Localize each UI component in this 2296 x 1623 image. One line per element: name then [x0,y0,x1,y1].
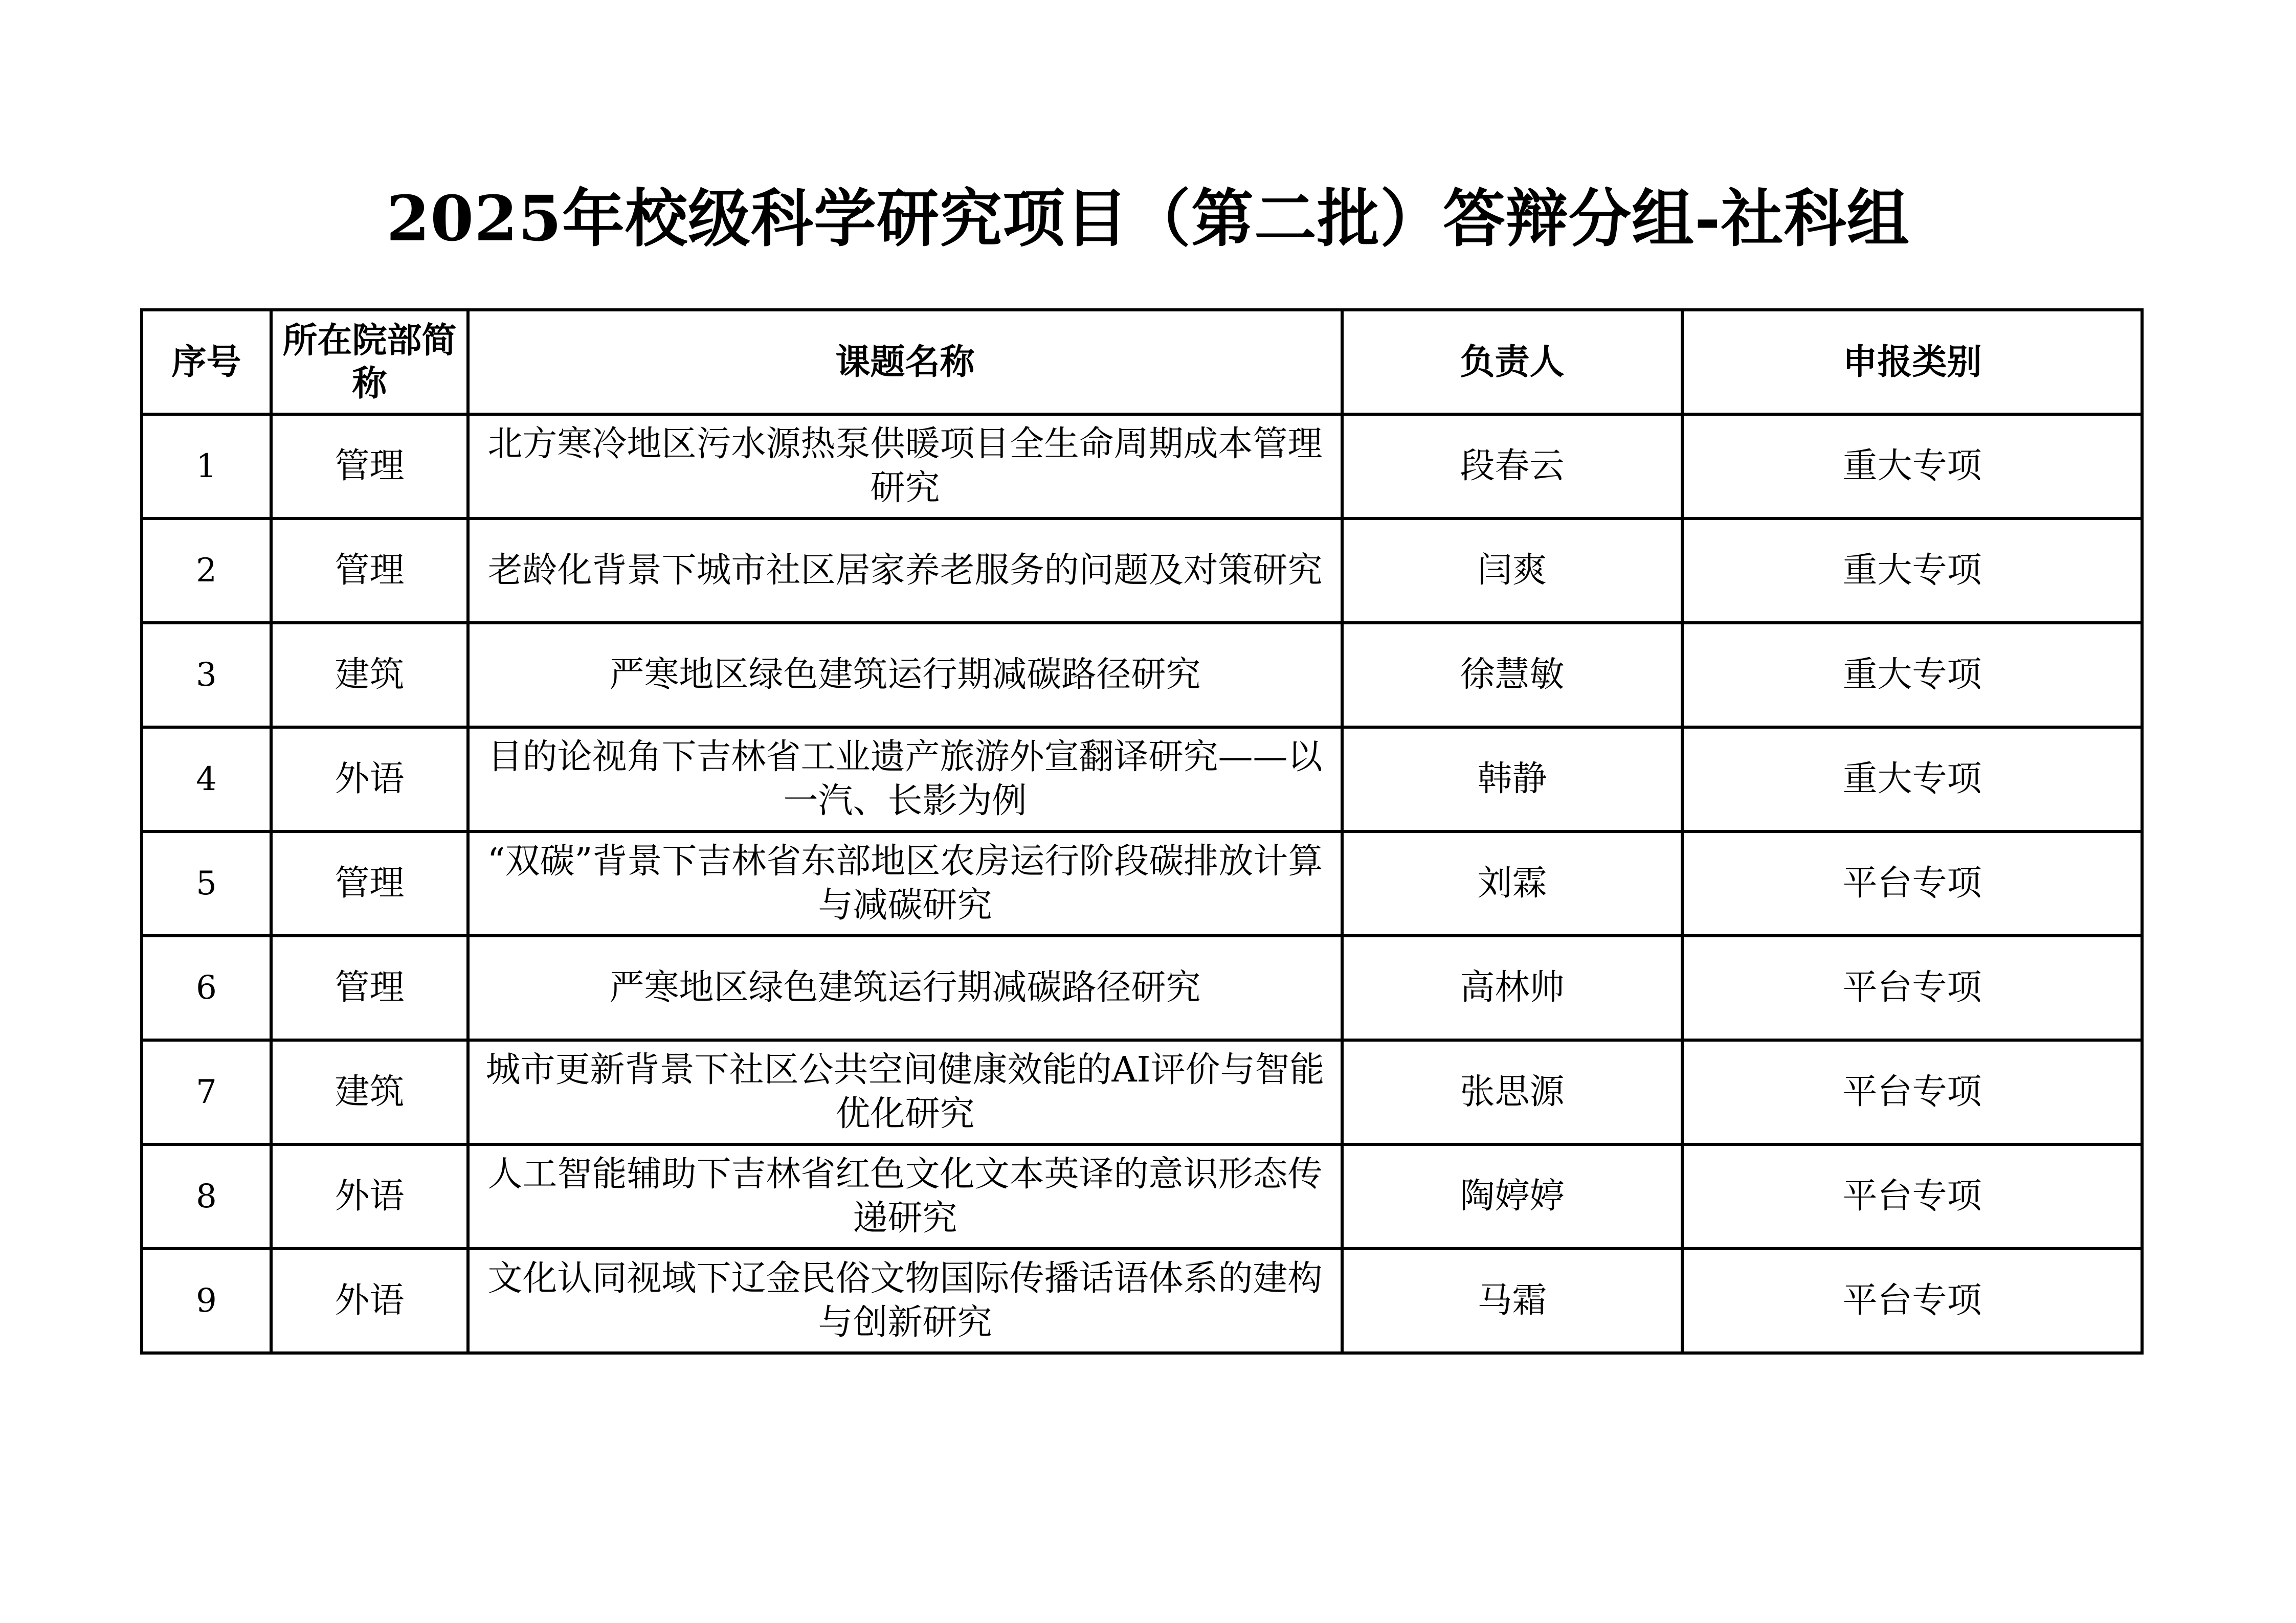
cell-category: 重大专项 [1682,727,2142,831]
table-row [142,936,2142,1040]
table-row [142,414,2142,519]
cell-leader: 闫爽 [1342,519,1682,623]
cell-seq: 2 [142,519,271,623]
cell-seq: 1 [142,414,271,519]
cell-topic: 目的论视角下吉林省工业遗产旅游外宣翻译研究——以一汽、长影为例 [468,727,1342,831]
cell-leader: 高林帅 [1342,936,1682,1040]
cell-dept: 建筑 [271,1040,468,1144]
table-row [142,1144,2142,1249]
cell-leader: 张思源 [1342,1040,1682,1144]
table-row [142,623,2142,727]
cell-category: 平台专项 [1682,1040,2142,1144]
table-row [142,831,2142,936]
header-dept: 所在院部简称 [271,310,468,414]
cell-topic: 北方寒冷地区污水源热泵供暖项目全生命周期成本管理研究 [468,414,1342,519]
header-seq: 序号 [142,310,271,414]
cell-leader: 马霜 [1342,1249,1682,1353]
cell-topic: 城市更新背景下社区公共空间健康效能的AI评价与智能优化研究 [468,1040,1342,1144]
cell-category: 平台专项 [1682,1144,2142,1249]
cell-category: 平台专项 [1682,831,2142,936]
cell-seq: 9 [142,1249,271,1353]
table-row [142,1040,2142,1144]
table-row [142,727,2142,831]
grouping-table [140,308,2144,1355]
cell-category: 平台专项 [1682,1249,2142,1353]
cell-topic: 人工智能辅助下吉林省红色文化文本英译的意识形态传递研究 [468,1144,1342,1249]
cell-seq: 4 [142,727,271,831]
cell-dept: 外语 [271,727,468,831]
cell-leader: 刘霖 [1342,831,1682,936]
table-row [142,1249,2142,1353]
page-title: 2025年校级科学研究项目（第二批）答辩分组-社科组 [386,182,1910,255]
cell-seq: 5 [142,831,271,936]
header-leader: 负责人 [1342,310,1682,414]
cell-dept: 管理 [271,936,468,1040]
cell-dept: 管理 [271,414,468,519]
cell-topic: 严寒地区绿色建筑运行期减碳路径研究 [468,936,1342,1040]
cell-dept: 管理 [271,831,468,936]
table-row [142,519,2142,623]
cell-leader: 段春云 [1342,414,1682,519]
table-header-row [142,310,2142,414]
header-category: 申报类别 [1682,310,2142,414]
cell-topic: 严寒地区绿色建筑运行期减碳路径研究 [468,623,1342,727]
cell-category: 重大专项 [1682,623,2142,727]
cell-category: 平台专项 [1682,936,2142,1040]
cell-dept: 外语 [271,1249,468,1353]
cell-category: 重大专项 [1682,519,2142,623]
cell-seq: 3 [142,623,271,727]
cell-leader: 陶婷婷 [1342,1144,1682,1249]
cell-dept: 建筑 [271,623,468,727]
cell-topic: 文化认同视域下辽金民俗文物国际传播话语体系的建构与创新研究 [468,1249,1342,1353]
cell-topic: 老龄化背景下城市社区居家养老服务的问题及对策研究 [468,519,1342,623]
cell-category: 重大专项 [1682,414,2142,519]
cell-leader: 徐慧敏 [1342,623,1682,727]
cell-leader: 韩静 [1342,727,1682,831]
cell-topic: “双碳”背景下吉林省东部地区农房运行阶段碳排放计算与减碳研究 [468,831,1342,936]
cell-dept: 外语 [271,1144,468,1249]
cell-seq: 6 [142,936,271,1040]
header-topic: 课题名称 [468,310,1342,414]
cell-seq: 7 [142,1040,271,1144]
cell-seq: 8 [142,1144,271,1249]
cell-dept: 管理 [271,519,468,623]
